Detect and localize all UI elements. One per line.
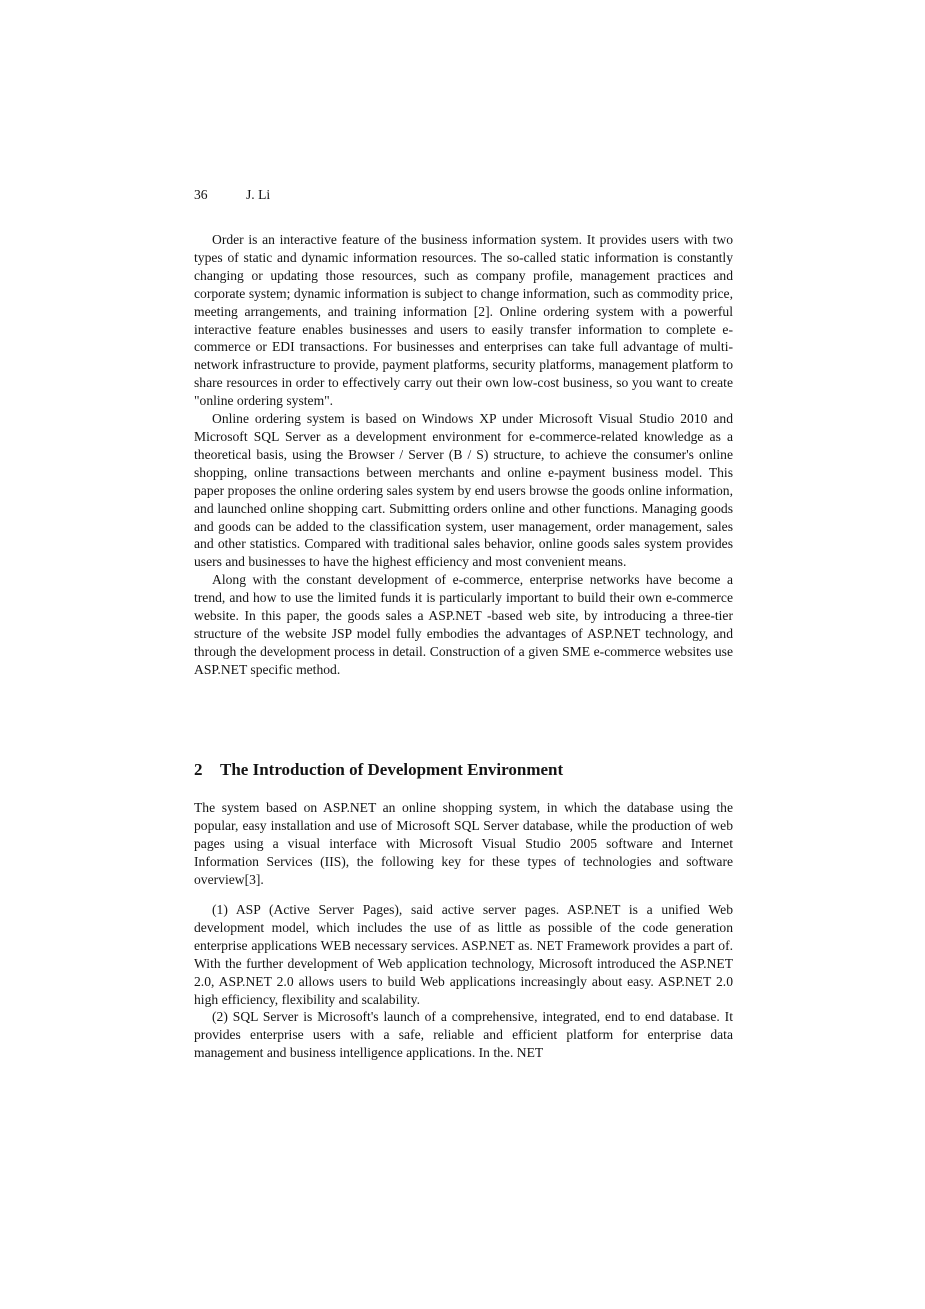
author-name: J. Li xyxy=(246,187,271,202)
running-head xyxy=(194,186,270,203)
list-item-paragraph: (1) ASP (Active Server Pages), said active server pages. ASP.NET is a unified Web development model, which includes the use of as little as possible of the code generation enterprise applications WEB necessary services. ASP.NET as. NET Framework provides a part of. With the further development of Web application technology, Microsoft introduced the ASP.NET 2.0, ASP.NET 2.0 allows users to build Web applications increasingly about easy. ASP.NET 2.0 high efficiency, flexibility and scalability. xyxy=(194,902,733,1007)
section-number: 2 xyxy=(194,760,203,779)
intro-section xyxy=(194,231,733,679)
section-lead-paragraph: The system based on ASP.NET an online shopping system, in which the database using the popular, easy installation and use of Microsoft SQL Server database, while the production of web pages using a visual interface with Microsoft Visual Studio 2005 software and Internet Information Services (IIS), the following key for these types of technologies and software overview[3]. xyxy=(194,800,733,887)
section-title: The Introduction of Development Environment xyxy=(220,760,564,779)
intro-paragraph: Along with the constant development of e-commerce, enterprise networks have become a trend, and how to use the limited funds it is particularly important to build their own e-commerce website. In this paper, the goods sales a ASP.NET -based web site, by introducing a three-tier structure of the website JSP model fully embodies the advantages of ASP.NET technology, and through the development process in detail. Construction of a given SME e-commerce websites use ASP.NET specific method. xyxy=(194,572,733,677)
section2-items xyxy=(194,901,733,1062)
page-number: 36 xyxy=(194,187,208,202)
intro-paragraph: Order is an interactive feature of the business information system. It provides users with two types of static and dynamic information resources. The so-called static information is constantly changing or updating those resources, such as company profile, management practices and corporate system; dynamic information is subject to change information, such as commodity price, meeting arrangements, and training information [2]. Online ordering system with a powerful interactive feature enables businesses and users to easily transfer information to complete e-commerce or EDI transactions. For businesses and enterprises can take full advantage of multi-network infrastructure to provide, payment platforms, security platforms, management platform to share resources in order to effectively carry out their own low-cost business, so you want to create "online ordering system". xyxy=(194,232,733,409)
list-item-paragraph: (2) SQL Server is Microsoft's launch of a comprehensive, integrated, end to end database. It provides enterprise users with a safe, reliable and efficient platform for enterprise data management and business intelligence applications. In the. NET xyxy=(194,1009,733,1061)
section2-lead xyxy=(194,799,733,889)
intro-paragraph: Online ordering system is based on Windows XP under Microsoft Visual Studio 2010 and Microsoft SQL Server as a development environment for e-commerce-related knowledge as a theoretical basis, using the Browser / Server (B / S) structure, to achieve the consumer's online shopping, online transactions between merchants and online e-payment business model. This paper proposes the online ordering sales system by end users browse the goods online information, and launched online shopping cart. Submitting orders online and other functions. Managing goods and goods can be added to the classification system, user management, order management, sales and other statistics. Compared with traditional sales behavior, online goods sales system provides users and businesses to have the highest efficiency and most convenient means. xyxy=(194,411,733,570)
section-heading xyxy=(194,759,563,781)
